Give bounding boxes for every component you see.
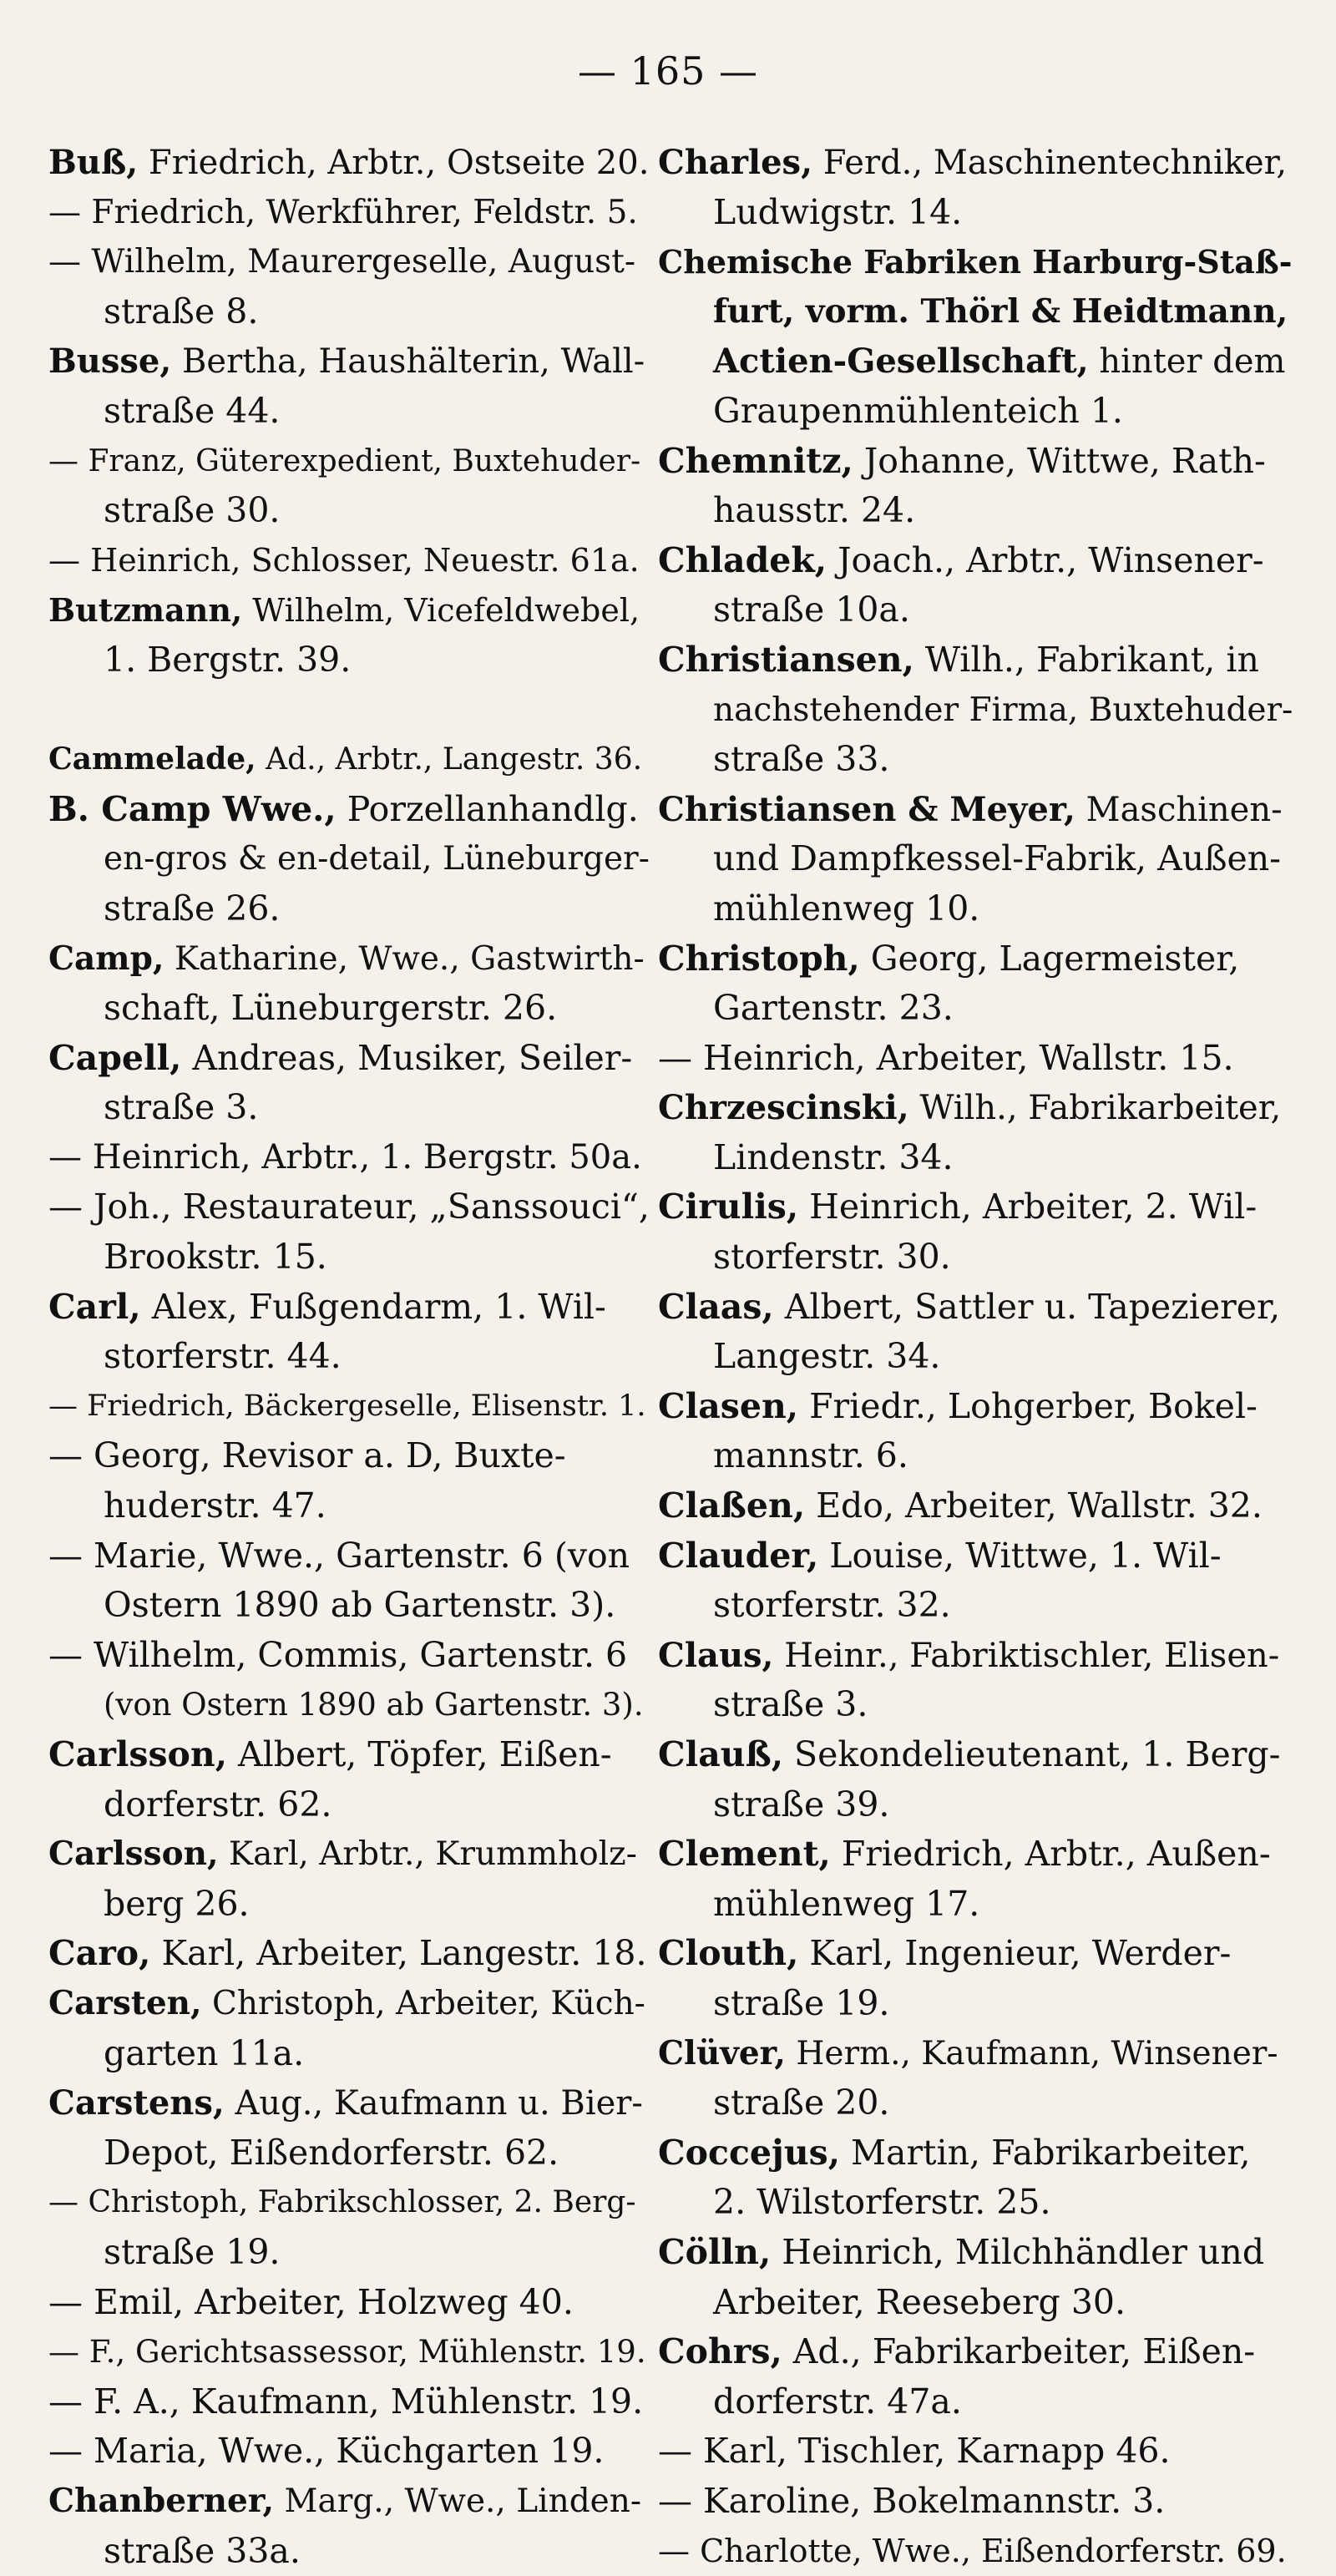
- entry-details: Maschinen-: [1075, 791, 1283, 829]
- directory-line: [658, 1631, 1293, 1681]
- directory-line: [48, 2427, 650, 2477]
- entry-details: storferstr. 30.: [713, 1237, 951, 1277]
- entry-name: Chanberner,: [48, 2482, 274, 2520]
- entry-details: Wilhelm, Vicefeldwebel,: [242, 592, 640, 629]
- entry-details: — Franz, Güterexpedient, Buxtehuder-: [48, 444, 640, 478]
- entry-details: berg 26.: [104, 1884, 250, 1924]
- entry-details: — Wilhelm, Commis, Gartenstr. 6: [48, 1635, 627, 1675]
- entry-details: Herm., Kaufmann, Winsener-: [786, 2035, 1278, 2072]
- entry-details: straße 8.: [104, 291, 258, 331]
- entry-name: Camp,: [48, 939, 164, 978]
- directory-line: [658, 486, 1293, 536]
- directory-line: [48, 237, 650, 287]
- directory-line: [658, 1780, 1293, 1830]
- entry-name: B. Camp Wwe.,: [48, 789, 337, 829]
- entry-name: Caro,: [48, 1933, 150, 1973]
- directory-line: [658, 2029, 1293, 2079]
- directory-line: [658, 2128, 1293, 2179]
- entry-details: — F. A., Kaufmann, Mühlenstr. 19.: [48, 2381, 643, 2422]
- entry-details: hausstr. 24.: [713, 490, 915, 530]
- entry-details: — Georg, Revisor a. D, Buxte-: [48, 1435, 566, 1475]
- directory-line: [658, 2078, 1293, 2128]
- directory-line: [658, 585, 1293, 635]
- directory-line: [48, 585, 650, 635]
- directory-line: [658, 884, 1293, 934]
- entry-name: Christiansen,: [658, 640, 914, 680]
- entry-details: Georg, Lagermeister,: [860, 939, 1240, 979]
- directory-line: [48, 1382, 650, 1432]
- entry-name: Claus,: [658, 1636, 773, 1675]
- entry-details: Ostern 1890 ab Gartenstr. 3).: [104, 1585, 615, 1625]
- entry-details: Albert, Töpfer, Eißen-: [227, 1734, 612, 1774]
- entry-name: Chrzescinski,: [658, 1088, 909, 1127]
- entry-details: — Heinrich, Arbeiter, Wallstr. 15.: [658, 1038, 1234, 1078]
- entry-details: — F., Gerichtsassessor, Mühlenstr. 19.: [48, 2334, 646, 2370]
- directory-line: [48, 2477, 650, 2527]
- right-column: [658, 138, 1293, 2576]
- directory-line: [658, 1382, 1293, 1432]
- entry-details: Graupenmühlenteich 1.: [713, 391, 1123, 431]
- entry-details: straße 19.: [713, 1983, 889, 2023]
- entry-details: en-gros & en-detail, Lüneburger-: [104, 840, 650, 878]
- entry-details: — Christoph, Fabrikschlosser, 2. Berg-: [48, 2185, 636, 2219]
- entry-name: Busse,: [48, 342, 171, 381]
- entry-details: Joach., Arbtr., Winsener-: [827, 540, 1264, 580]
- entry-details: — Karoline, Bokelmannstr. 3.: [658, 2481, 1165, 2521]
- entry-details: Johanne, Wittwe, Rath-: [853, 441, 1266, 481]
- directory-line: [48, 635, 650, 686]
- directory-line: [658, 2427, 1293, 2477]
- entry-details: Heinrich, Milchhändler und: [771, 2232, 1264, 2272]
- entry-name: Butzmann,: [48, 591, 242, 629]
- entry-details: und Dampfkessel-Fabrik, Außen-: [713, 838, 1281, 878]
- directory-line: [48, 1830, 650, 1880]
- entry-details: Ludwigstr. 14.: [713, 192, 962, 232]
- entry-name: Cammelade,: [48, 741, 256, 777]
- directory-line: [48, 1034, 650, 1084]
- entry-name: Clement,: [658, 1834, 831, 1874]
- directory-line: [658, 1332, 1293, 1382]
- directory-line: [48, 785, 650, 835]
- directory-line: [658, 237, 1293, 287]
- entry-name: Cirulis,: [658, 1187, 798, 1227]
- directory-line: [48, 735, 650, 785]
- directory-line: [658, 1182, 1293, 1232]
- entry-details: Marg., Wwe., Linden-: [274, 2482, 641, 2520]
- directory-line: [658, 2377, 1293, 2427]
- entry-details: Arbeiter, Reeseberg 30.: [713, 2282, 1126, 2322]
- directory-line: [658, 138, 1293, 188]
- entry-details: Depot, Eißendorferstr. 62.: [104, 2133, 559, 2173]
- entry-details: huderstr. 47.: [104, 1485, 326, 1526]
- entry-details: straße 10a.: [713, 590, 910, 630]
- directory-line: [48, 1332, 650, 1382]
- directory-line: [48, 934, 650, 984]
- directory-line: [658, 1232, 1293, 1283]
- directory-line: [48, 1631, 650, 1681]
- directory-line: [658, 635, 1293, 686]
- entry-details: storferstr. 44.: [104, 1336, 342, 1376]
- directory-line: [48, 2029, 650, 2079]
- entry-details: hinter dem: [1089, 342, 1286, 381]
- directory-line: [48, 1481, 650, 1531]
- directory-line: [658, 1083, 1293, 1133]
- directory-line: [658, 1730, 1293, 1780]
- entry-name: Carsten,: [48, 1984, 202, 2022]
- directory-line: [48, 1581, 650, 1631]
- entry-details: Heinr., Fabriktischler, Elisen-: [773, 1637, 1279, 1675]
- entry-details: (von Ostern 1890 ab Gartenstr. 3).: [104, 1687, 644, 1723]
- entry-name: Chemische Fabriken Harburg-Staß-: [658, 243, 1293, 281]
- entry-details: garten 11a.: [104, 2033, 304, 2073]
- directory-line: [658, 387, 1293, 437]
- directory-line: [658, 2327, 1293, 2377]
- entry-details: — Heinrich, Schlosser, Neuestr. 61a.: [48, 542, 640, 579]
- directory-line: [48, 1880, 650, 1930]
- entry-details: Karl, Arbeiter, Langestr. 18.: [150, 1933, 646, 1973]
- entry-details: dorferstr. 47a.: [713, 2381, 962, 2422]
- directory-line: [48, 188, 650, 238]
- entry-name: Chladek,: [658, 540, 827, 580]
- directory-line: [658, 686, 1293, 736]
- section-gap: [48, 686, 650, 736]
- entry-details: Alex, Fußgendarm, 1. Wil-: [141, 1287, 606, 1327]
- entry-name: Carlsson,: [48, 1835, 219, 1873]
- entry-details: Porzellanhandlg.: [337, 789, 639, 829]
- directory-line: [658, 1929, 1293, 1979]
- directory-line: [48, 1133, 650, 1183]
- entry-details: straße 20.: [713, 2083, 889, 2123]
- entry-name: Christoph,: [658, 939, 860, 979]
- directory-line: [658, 1830, 1293, 1880]
- entry-name: Capell,: [48, 1038, 181, 1078]
- directory-line: [48, 437, 650, 487]
- entry-name: Carstens,: [48, 2083, 225, 2123]
- entry-details: straße 3.: [104, 1087, 258, 1127]
- entry-details: — Joh., Restaurateur, „Sanssouci“,: [48, 1187, 650, 1227]
- entry-details: schaft, Lüneburgerstr. 26.: [104, 988, 557, 1028]
- entry-name: Chemnitz,: [658, 441, 853, 481]
- entry-details: Gartenstr. 23.: [713, 988, 954, 1028]
- directory-line: [48, 2377, 650, 2427]
- directory-line: [658, 1581, 1293, 1631]
- entry-details: Lindenstr. 34.: [713, 1137, 954, 1177]
- entry-details: straße 3.: [713, 1684, 868, 1724]
- entry-details: Brookstr. 15.: [104, 1237, 327, 1277]
- entry-details: mühlenweg 17.: [713, 1884, 979, 1924]
- entry-details: Wilh., Fabrikant, in: [914, 640, 1259, 680]
- directory-line: [48, 1083, 650, 1133]
- directory-line: [48, 1730, 650, 1780]
- directory-line: [48, 536, 650, 586]
- directory-line: [658, 834, 1293, 884]
- entry-details: Karl, Arbtr., Krummholz-: [219, 1835, 637, 1873]
- entry-name: Claas,: [658, 1287, 774, 1327]
- entry-name: Claßen,: [658, 1485, 805, 1526]
- entry-details: storferstr. 32.: [713, 1585, 951, 1625]
- directory-line: [48, 1283, 650, 1333]
- entry-details: Friedrich, Arbtr., Außen-: [831, 1834, 1271, 1874]
- directory-line: [48, 1929, 650, 1979]
- entry-name: Clauß,: [658, 1734, 783, 1774]
- entry-details: Karl, Ingenieur, Werder-: [798, 1933, 1231, 1973]
- entry-details: straße 33.: [713, 739, 889, 779]
- entry-details: mannstr. 6.: [713, 1435, 908, 1475]
- directory-line: [658, 2477, 1293, 2527]
- entry-details: — Maria, Wwe., Küchgarten 19.: [48, 2431, 604, 2471]
- directory-line: [48, 2128, 650, 2179]
- entry-name: Clasen,: [658, 1386, 798, 1426]
- entry-name: Cohrs,: [658, 2331, 782, 2371]
- directory-line: [48, 2278, 650, 2328]
- directory-line: [48, 2078, 650, 2128]
- entry-details: straße 39.: [713, 1784, 889, 1824]
- directory-line: [48, 834, 650, 884]
- entry-details: Bertha, Haushälterin, Wall-: [171, 342, 645, 381]
- entry-name: furt, vorm. Thörl & Heidtmann,: [713, 292, 1288, 331]
- directory-line: [48, 2527, 650, 2576]
- directory-line: [658, 1680, 1293, 1730]
- entry-name: Clouth,: [658, 1933, 798, 1973]
- entry-details: Ferd., Maschinentechniker,: [812, 144, 1287, 182]
- directory-line: [658, 536, 1293, 586]
- directory-line: [658, 337, 1293, 387]
- entry-details: Andreas, Musiker, Seiler-: [181, 1038, 632, 1078]
- directory-line: [658, 1431, 1293, 1481]
- entry-details: Martin, Fabrikarbeiter,: [840, 2133, 1251, 2173]
- directory-line: [658, 1880, 1293, 1930]
- directory-line: [48, 1531, 650, 1582]
- entry-details: straße 19.: [104, 2232, 280, 2272]
- directory-line: [658, 735, 1293, 785]
- directory-line: [658, 437, 1293, 487]
- entry-details: dorferstr. 62.: [104, 1784, 331, 1824]
- directory-line: [48, 984, 650, 1034]
- entry-details: Wilh., Fabrikarbeiter,: [909, 1089, 1282, 1127]
- directory-line: [48, 884, 650, 934]
- directory-line: [658, 1283, 1293, 1333]
- entry-name: Christiansen & Meyer,: [658, 790, 1075, 829]
- entry-details: 1. Bergstr. 39.: [104, 640, 351, 680]
- directory-line: [48, 287, 650, 337]
- directory-line: [48, 387, 650, 437]
- directory-line: [48, 1680, 650, 1730]
- entry-details: Louise, Wittwe, 1. Wil-: [818, 1536, 1221, 1576]
- directory-line: [48, 1780, 650, 1830]
- directory-line: [48, 337, 650, 387]
- entry-details: Heinrich, Arbeiter, 2. Wil-: [798, 1187, 1257, 1227]
- directory-line: [48, 2228, 650, 2278]
- directory-line: [658, 1034, 1293, 1084]
- directory-line: [658, 1481, 1293, 1531]
- entry-name: Charles,: [658, 143, 812, 182]
- entry-details: Katharine, Wwe., Gastwirth-: [164, 940, 644, 978]
- entry-name: Clauder,: [658, 1536, 818, 1576]
- entry-details: — Marie, Wwe., Gartenstr. 6 (von: [48, 1536, 630, 1576]
- directory-line: [48, 486, 650, 536]
- entry-details: straße 26.: [104, 888, 280, 929]
- entry-details: Ad., Fabrikarbeiter, Eißen-: [782, 2331, 1255, 2371]
- entry-details: Langestr. 34.: [713, 1336, 940, 1376]
- entry-details: — Friedrich, Bäckergeselle, Elisenstr. 1.: [48, 1389, 645, 1423]
- entry-name: Clüver,: [658, 2034, 786, 2072]
- directory-line: [658, 984, 1293, 1034]
- entry-details: Friedr., Lohgerber, Bokel-: [798, 1386, 1258, 1426]
- directory-line: [658, 1133, 1293, 1183]
- entry-details: Edo, Arbeiter, Wallstr. 32.: [805, 1485, 1263, 1526]
- entry-details: Ad., Arbtr., Langestr. 36.: [256, 742, 642, 777]
- directory-line: [658, 188, 1293, 238]
- entry-details: — Karl, Tischler, Karnapp 46.: [658, 2431, 1171, 2471]
- entry-name: Carlsson,: [48, 1734, 227, 1774]
- directory-line: [48, 138, 650, 188]
- entry-name: Buß,: [48, 143, 138, 182]
- page-number: — 165 —: [0, 48, 1336, 94]
- entry-details: nachstehender Firma, Buxtehuder-: [713, 691, 1293, 729]
- entry-details: — Charlotte, Wwe., Eißendorferstr. 69.: [658, 2533, 1287, 2569]
- directory-line: [658, 287, 1293, 337]
- entry-details: — Heinrich, Arbtr., 1. Bergstr. 50a.: [48, 1138, 642, 1177]
- directory-line: [658, 2228, 1293, 2278]
- directory-line: [658, 934, 1293, 984]
- entry-details: 2. Wilstorferstr. 25.: [713, 2182, 1051, 2222]
- directory-line: [658, 2278, 1293, 2328]
- entry-name: Cölln,: [658, 2232, 771, 2272]
- entry-details: mühlenweg 10.: [713, 888, 979, 929]
- directory-line: [48, 2178, 650, 2228]
- directory-line: [48, 1979, 650, 2029]
- entry-details: Albert, Sattler u. Tapezierer,: [774, 1287, 1280, 1327]
- entry-name: Actien-Gesellschaft,: [713, 342, 1089, 381]
- entry-details: straße 44.: [104, 391, 280, 431]
- left-column: [48, 138, 650, 2576]
- entry-details: straße 33a.: [104, 2531, 301, 2571]
- directory-line: [658, 2527, 1293, 2576]
- entry-details: — Emil, Arbeiter, Holzweg 40.: [48, 2282, 574, 2322]
- directory-line: [48, 2327, 650, 2377]
- entry-name: Carl,: [48, 1287, 141, 1327]
- entry-name: Coccejus,: [658, 2133, 840, 2173]
- directory-line: [658, 1531, 1293, 1582]
- directory-line: [48, 1431, 650, 1481]
- directory-line: [48, 1232, 650, 1283]
- entry-details: Sekondelieutenant, 1. Berg-: [783, 1734, 1281, 1774]
- directory-line: [658, 785, 1293, 835]
- directory-line: [658, 2178, 1293, 2228]
- directory-line: [658, 1979, 1293, 2029]
- entry-details: straße 30.: [104, 490, 280, 530]
- directory-line: [48, 1182, 650, 1232]
- entry-details: Friedrich, Arbtr., Ostseite 20.: [138, 144, 649, 182]
- entry-details: Aug., Kaufmann u. Bier-: [225, 2084, 643, 2123]
- entry-details: — Wilhelm, Maurergeselle, August-: [48, 243, 635, 281]
- entry-details: — Friedrich, Werkführer, Feldstr. 5.: [48, 194, 638, 231]
- entry-details: Christoph, Arbeiter, Küch-: [202, 1985, 645, 2022]
